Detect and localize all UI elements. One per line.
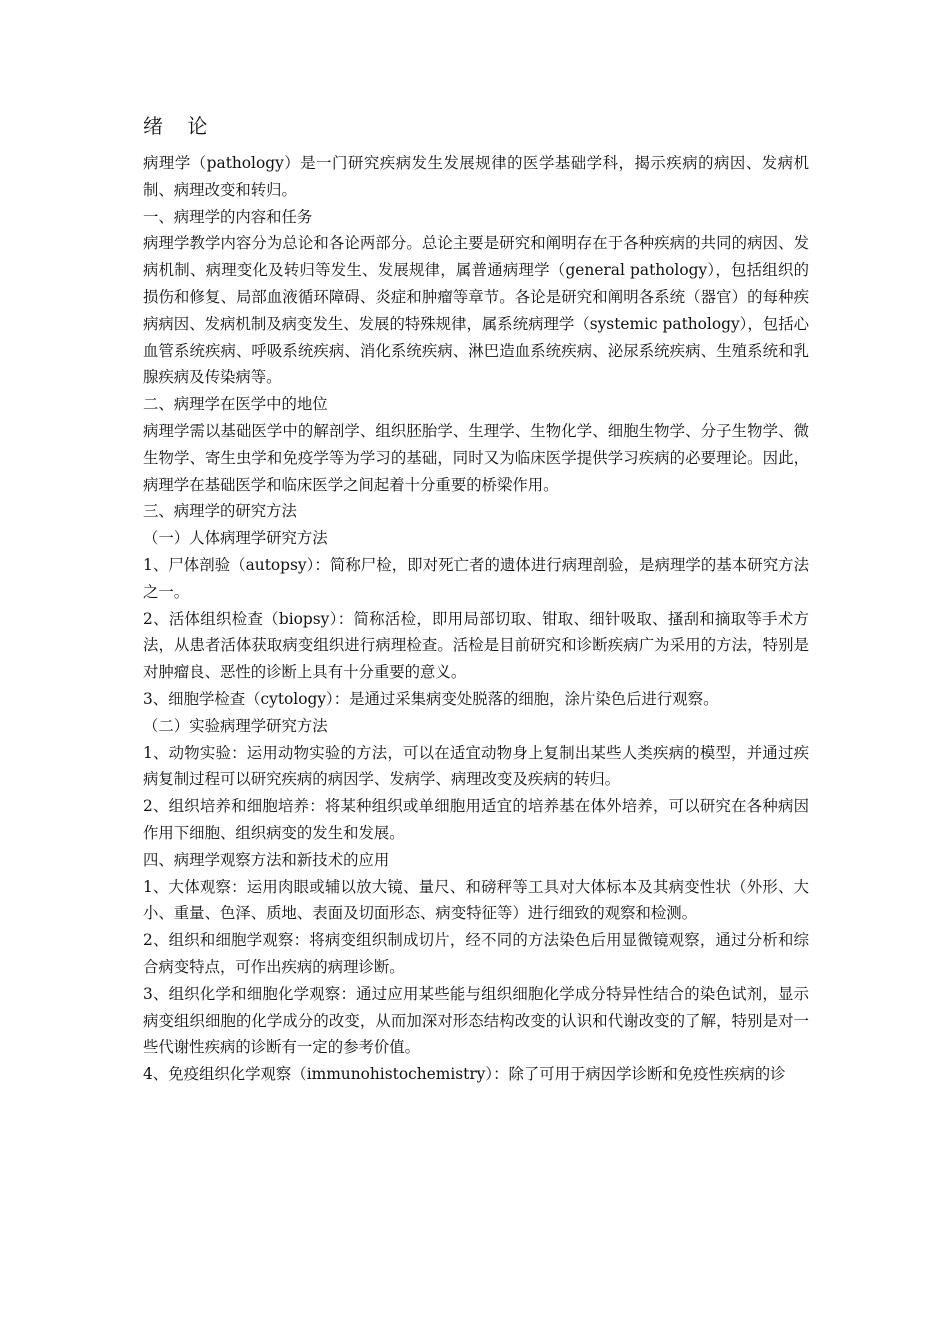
document-page xyxy=(143,112,809,1088)
paragraph-content-tasks: 病理学教学内容分为总论和各论两部分。总论主要是研究和阐明存在于各种疾病的共同的病因、发病机制、病理变化及转归等发生、发展规律，属普通病理学（general pathology），包括组织的损伤和修复、局部血液循环障碍、炎症和肿瘤等章节。各论是研究和阐明各系统（器官）的每种疾病病因、发病机制及病变发生、发展的特殊规律，属系统病理学（systemic pathology），包括心血管系统疾病、呼吸系统疾病、消化系统疾病、淋巴造血系统疾病、泌尿系统疾病、生殖系统和乳腺疾病及传染病等。 xyxy=(143,234,809,387)
list-item-immunohistochemistry: 4、免疫组织化学观察（immunohistochemistry）：除了可用于病因学诊断和免疫性疾病的诊 xyxy=(143,1065,786,1084)
subsection-heading-1: （一）人体病理学研究方法 xyxy=(143,529,328,548)
list-item-biopsy: 2、活体组织检查（biopsy）：简称活检，即用局部切取、钳取、细针吸取、搔刮和摘取等手术方法，从患者活体获取病变组织进行病理检查。活检是目前研究和诊断疾病广为采用的方法，特别是对肿瘤良、恶性的诊断上具有十分重要的意义。 xyxy=(143,609,809,682)
section-heading-2: 二、病理学在医学中的地位 xyxy=(143,395,328,414)
section-heading-4: 四、病理学观察方法和新技术的应用 xyxy=(143,850,390,869)
list-item-histochemistry: 3、组织化学和细胞化学观察：通过应用某些能与组织细胞化学成分特异性结合的染色试剂，显示病变组织细胞的化学成分的改变，从而加深对形态结构改变的认识和代谢改变的了解，特别是对一些代谢性疾病的诊断有一定的参考价值。 xyxy=(143,984,809,1057)
list-item-autopsy: 1、尸体剖验（autopsy）：简称尸检，即对死亡者的遗体进行病理剖验，是病理学的基本研究方法之一。 xyxy=(143,555,809,601)
list-item-histology: 2、组织和细胞学观察：将病变组织制成切片，经不同的方法染色后用显微镜观察，通过分析和综合病变特点，可作出疾病的病理诊断。 xyxy=(143,931,809,976)
section-heading-1: 一、病理学的内容和任务 xyxy=(143,207,313,226)
document-title: 绪 论 xyxy=(143,114,217,138)
paragraph-intro: 病理学（pathology）是一门研究疾病发生发展规律的医学基础学科，揭示疾病的病因、发病机制、病理改变和转归。 xyxy=(143,154,809,199)
list-item-animal-experiment: 1、动物实验：运用动物实验的方法，可以在适宜动物身上复制出某些人类疾病的模型，并通过疾病复制过程可以研究疾病的病因学、发病学、病理改变及疾病的转归。 xyxy=(143,743,809,789)
paragraph-status: 病理学需以基础医学中的解剖学、组织胚胎学、生理学、生物化学、细胞生物学、分子生物学、微生物学、寄生虫学和免疫学等为学习的基础，同时又为临床医学提供学习疾病的必要理论。因此，病理学在基础医学和临床医学之间起着十分重要的桥梁作用。 xyxy=(143,421,809,494)
subsection-heading-2: （二）实验病理学研究方法 xyxy=(143,716,328,735)
list-item-gross-observation: 1、大体观察：运用肉眼或辅以放大镜、量尺、和磅秤等工具对大体标本及其病变性状（外形、大小、重量、色泽、质地、表面及切面形态、病变特征等）进行细致的观察和检测。 xyxy=(143,877,809,923)
list-item-cell-culture: 2、组织培养和细胞培养：将某种组织或单细胞用适宜的培养基在体外培养，可以研究在各种病因作用下细胞、组织病变的发生和发展。 xyxy=(143,797,809,842)
section-heading-3: 三、病理学的研究方法 xyxy=(143,502,297,521)
list-item-cytology: 3、细胞学检查（cytology）：是通过采集病变处脱落的细胞，涂片染色后进行观察。 xyxy=(143,689,719,708)
